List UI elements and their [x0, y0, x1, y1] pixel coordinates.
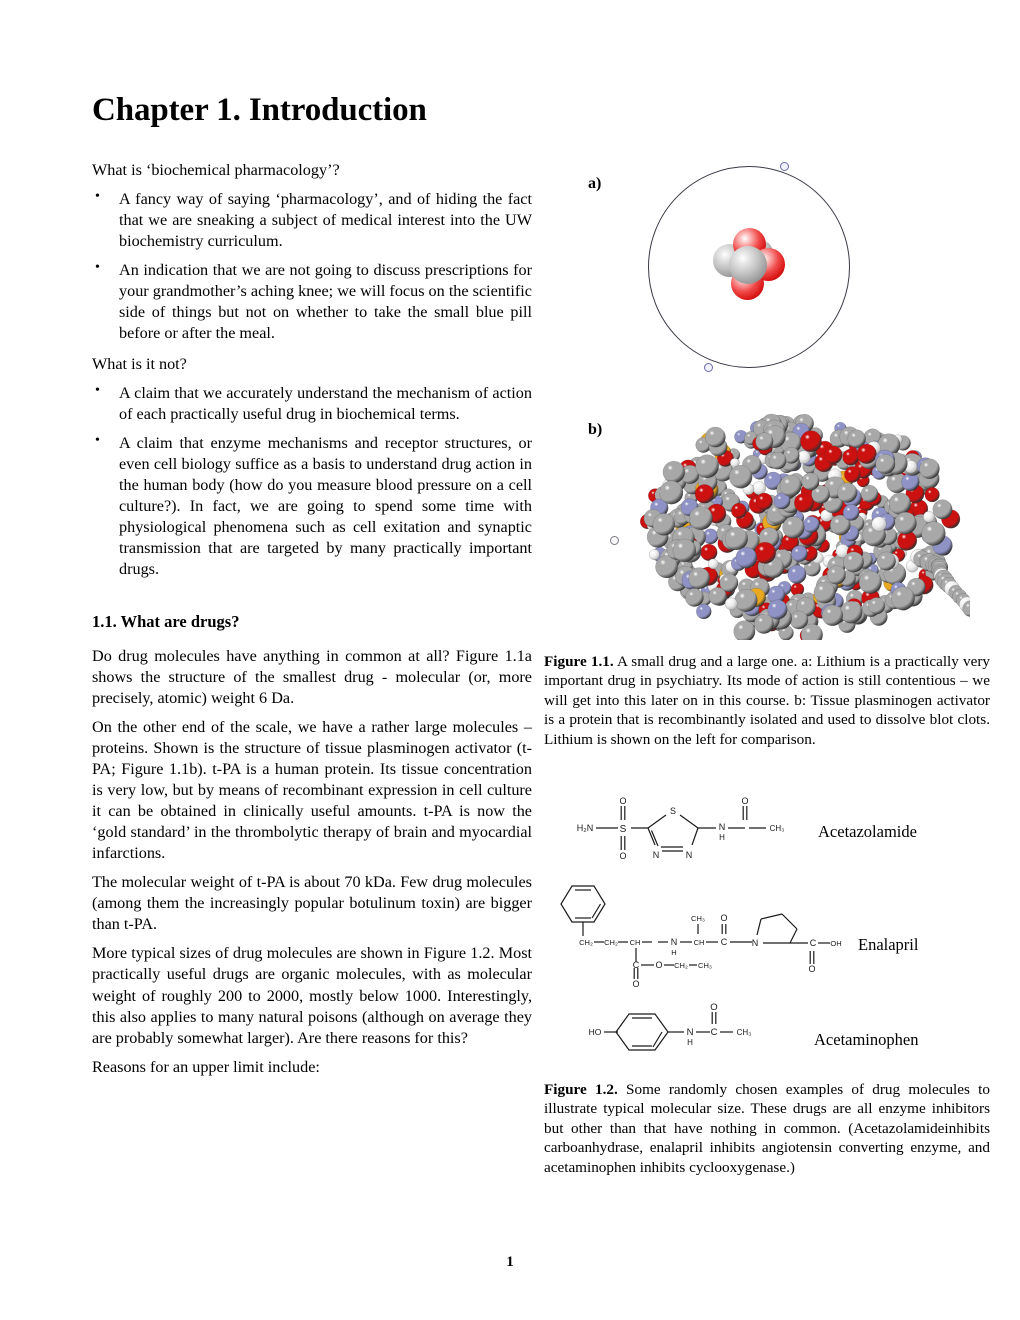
atom-label-o: O: [720, 913, 728, 923]
atom-label-o: O: [619, 796, 627, 806]
atomic-nucleus: [711, 228, 791, 308]
neutron-sphere: [729, 246, 767, 284]
atom-label-o: O: [741, 796, 749, 806]
structure-enalapril: [556, 878, 990, 988]
lithium-atom-diagram: [648, 166, 856, 374]
caption-body: A small drug and a large one. a: Lithium is a practically very important drug in psychiatry. Its mode of action is still contentious – we will get into this later on in this course. b: Tissue plasminogen activator is a protein that is recombinantly isolated and used to dissolve blot clots. Lithium is shown on the left for comparison.: [544, 653, 990, 748]
body-paragraph: More typical sizes of drug molecules are shown in Figure 1.2. Most practically useful drugs are organic molecules, with as molecular weight of roughly 200 to 2000, mostly below 1000. Interestingly, this also applies to many natural poisons (although on average they are probably somewhat larger). Are there reasons for this?: [92, 944, 532, 1047]
figure-1-1-caption: [544, 652, 990, 749]
structure-acetazolamide: [556, 790, 990, 865]
atom-label-oh: OH: [830, 939, 842, 948]
bullet-list-1: [92, 189, 532, 344]
structure-name-acetazolamide: Acetazolamide: [818, 822, 917, 841]
list-item: • A claim that enzyme mechanisms and receptor structures, or even cell biology suffice as a basis to understand drug action in the human body (how do you measure blood pressure on a cell culture?). In fact, we are going to spend some time with physiological phenomena such as cell exitation and synaptic transmission that are targeted by many practically important drugs.: [92, 433, 532, 580]
body-paragraph: On the other end of the scale, we have a rather large molecules – proteins. Shown is the structure of tissue plasminogen activator (t-PA; Figure 1.1b). t-PA is a human protein. Its tissue concentration is very low, but by means of recombinant expression in cell culture it can be obtained in clinically useful amounts. t-PA is now the ‘gold standard’ in the thrombolytic therapy of brain and myocardial infarctions.: [92, 717, 532, 863]
panel-label-b: b): [588, 421, 603, 438]
body-paragraph: Do drug molecules have anything in common at all? Figure 1.1a shows the structure of the smallest drug - molecular (or, more precisely, atomic) weight 6 Da.: [92, 646, 532, 707]
atom-label-nh2: H₂N: [576, 823, 594, 833]
electron-icon: [780, 162, 789, 171]
question-1: What is ‘biochemical pharmacology’?: [92, 161, 340, 179]
atom-label-o: O: [619, 851, 627, 861]
body-paragraph: The molecular weight of t-PA is about 70 kDa. Few drug molecules (among them the increasingly popular botulinum toxin) are bigger than t-PA.: [92, 873, 532, 934]
atom-label-ch2: CH₂: [674, 961, 688, 970]
atom-label-c: C: [710, 1027, 718, 1038]
page-title: Chapter 1. Introduction: [92, 92, 427, 128]
atom-label-c: C: [809, 938, 817, 948]
section-heading-1-1: 1.1. What are drugs?: [92, 612, 240, 632]
figure-1-2-structures: [556, 790, 990, 1070]
atom-label-c: C: [720, 937, 728, 947]
atom-label-h: H: [671, 948, 677, 957]
figure-1-1-panel-b: [556, 412, 986, 644]
panel-label-a: a): [588, 175, 602, 192]
atom-label-n: N: [652, 850, 660, 860]
structure-acetaminophen: [556, 1002, 990, 1062]
atom-label-ring-s: S: [669, 806, 677, 816]
atom-label-o: O: [655, 960, 663, 970]
atom-label-n: N: [685, 850, 693, 860]
page-number: 1: [506, 1254, 514, 1270]
caption-label: Figure 1.1.: [544, 653, 614, 670]
left-text-column: [92, 160, 532, 1086]
atom-label-s: S: [619, 824, 627, 835]
atom-label-o: O: [632, 979, 640, 988]
atom-label-ch3: CH₃: [698, 961, 712, 970]
atom-label-h: H: [687, 1038, 693, 1047]
list-item: • A fancy way of saying ‘pharmacology’, and of hiding the fact that we are sneaking a subject of medical interest into the UW biochemistry curriculum.: [92, 189, 532, 252]
acetazolamide-skeletal-formula: [556, 790, 818, 865]
tpa-space-filling-model: [630, 412, 970, 640]
atom-label-o: O: [710, 1002, 718, 1013]
atom-label-ch3: CH₃: [691, 914, 705, 923]
figure-1-1-panel-a: [556, 166, 986, 398]
question-2: What is it not?: [92, 354, 187, 373]
atom-label-c: C: [632, 960, 640, 970]
acetaminophen-skeletal-formula: [556, 1002, 814, 1062]
electron-icon: [704, 363, 713, 372]
list-item: • An indication that we are not going to discuss prescriptions for your grandmother’s aching knee; we will focus on the scientific side of things but not on whether to take the small blue pill before or after the meal.: [92, 260, 532, 344]
atom-label-n: N: [718, 822, 726, 832]
atom-label-ch2: CH₂: [604, 938, 618, 947]
atom-label-ch: CH: [629, 938, 641, 947]
figure-1-2-caption: [544, 1080, 990, 1177]
enalapril-skeletal-formula: [556, 878, 858, 988]
list-item: • A claim that we accurately understand the mechanism of action of each practically useful drug in biochemical terms.: [92, 383, 532, 425]
atom-label-n: N: [751, 938, 759, 948]
atom-label-n: N: [670, 937, 678, 947]
atom-label-o: O: [808, 964, 816, 974]
atom-label-n: N: [686, 1027, 694, 1038]
atom-label-ho: HO: [588, 1027, 602, 1037]
atom-label-ch3: CH₃: [736, 1028, 752, 1037]
caption-body: Some randomly chosen examples of drug molecules to illustrate typical molecular size. These drugs are all enzyme inhibitors but other than that have nothing in common. (Acetazolamideinhibits carboanhydrase, enalapril inhibits angiotensin converting enzyme, and acetaminophen inhibits cyclooxygenase.): [544, 1081, 990, 1176]
atom-label-h: H: [719, 833, 725, 842]
structure-name-acetaminophen: Acetaminophen: [814, 1030, 919, 1049]
atom-label-ch2: CH₂: [579, 938, 593, 947]
atom-label-ch3: CH₃: [769, 824, 785, 833]
caption-label: Figure 1.2.: [544, 1081, 618, 1098]
lithium-scale-reference-icon: [610, 536, 619, 545]
body-paragraph: Reasons for an upper limit include:: [92, 1057, 320, 1076]
structure-name-enalapril: Enalapril: [858, 935, 919, 954]
bullet-list-2: [92, 383, 532, 581]
atom-label-ch: CH: [693, 938, 705, 947]
